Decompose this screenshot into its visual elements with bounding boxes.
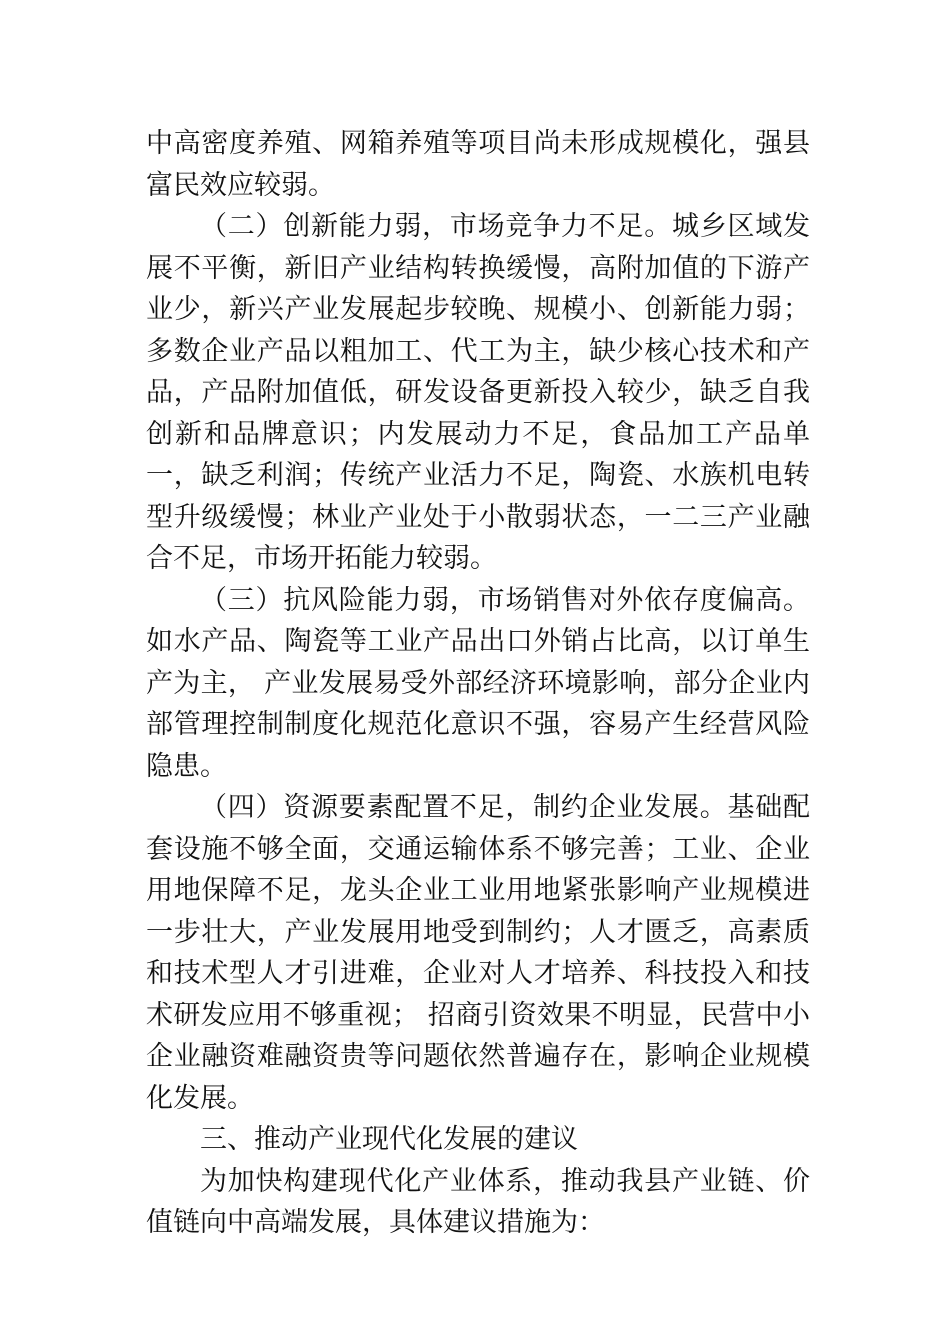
paragraph-section-2: （二）创新能力弱，市场竞争力不足。城乡区域发展不平衡，新旧产业结构转换缓慢，高附加值的下游产业少，新兴产业发展起步较晚、规模小、创新能力弱；多数企业产品以粗加工、代工为主，缺少核心技术和产品，产品附加值低，研发设备更新投入较少，缺乏自我创新和品牌意识；内发展动力不足，食品加工产品单一，缺乏利润；传统产业活力不足，陶瓷、水族机电转型升级缓慢；林业产业处于小散弱状态，一二三产业融合不足，市场开拓能力较弱。 [146,211,810,574]
paragraph-section-4: （四）资源要素配置不足，制约企业发展。基础配套设施不够全面，交通运输体系不够完善；工业、企业用地保障不足，龙头企业工业用地紧张影响产业规模进一步壮大，产业发展用地受到制约；人才匮乏，高素质和技术型人才引进难，企业对人才培养、科技投入和技术研发应用不够重视； 招商引资效果不明显，民营中小企业融资难融资贵等问题依然普遍存在，影响企业规模化发展。 [146,792,810,1114]
paragraph-suggestions-intro: 为加快构建现代化产业体系，推动我县产业链、价值链向中高端发展，具体建议措施为： [146,1165,810,1238]
document-body [146,123,810,1244]
paragraph-section-3: （三）抗风险能力弱，市场销售对外依存度偏高。如水产品、陶瓷等工业产品出口外销占比高，以订单生产为主， 产业发展易受外部经济环境影响，部分企业内部管理控制制度化规范化意识不强，容易产生经营风险隐患。 [146,584,810,782]
paragraph-continuation: 中高密度养殖、网箱养殖等项目尚未形成规模化，强县富民效应较弱。 [146,128,810,201]
section-heading-suggestions: 三、推动产业现代化发展的建议 [200,1124,578,1155]
